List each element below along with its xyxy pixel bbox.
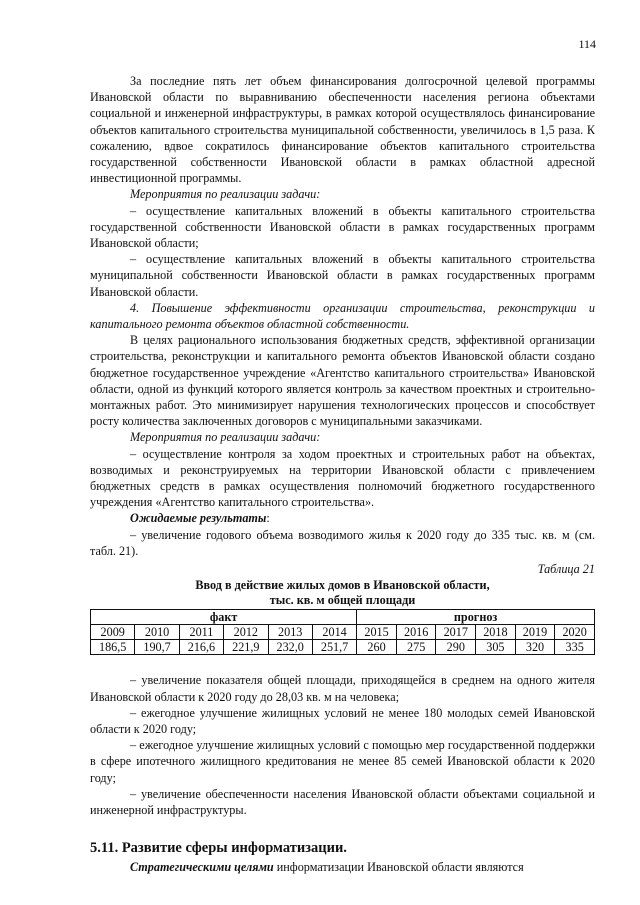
table-caption: Таблица 21: [537, 562, 595, 577]
value-cell: 190,7: [135, 640, 179, 655]
section-lead: [90, 859, 595, 875]
result-item: – увеличение обеспеченности населения Ивановской области объектами социальной и инженерной инфраструктуры.: [90, 786, 595, 817]
value-cell: 216,6: [179, 640, 223, 655]
value-cell: 232,0: [268, 640, 312, 655]
measures-label-1: Мероприятия по реализации задачи:: [130, 187, 321, 202]
task-4-heading: 4. Повышение эффективности организации строительства, реконструкции и капитального ремонта объектов областной собственности.: [90, 300, 595, 332]
expected-results-colon: :: [266, 511, 270, 526]
value-cell: 186,5: [91, 640, 135, 655]
year-cell: 2017: [436, 625, 476, 640]
group-fact: факт: [91, 610, 357, 625]
section-lead-text: информатизации Ивановской области являются: [273, 860, 524, 875]
measure-item: – осуществление капитальных вложений в объекты капитального строительства государственной собственности Ивановской области в рамках государственных программ Ивановской области;: [90, 203, 595, 251]
year-cell: 2012: [224, 625, 268, 640]
result-item: – ежегодное улучшение жилищных условий не менее 180 молодых семей Ивановской области к 2020 году;: [90, 705, 595, 736]
value-cell: 290: [436, 640, 476, 655]
measure-item: – осуществление контроля за ходом проектных и строительных работ на объектах, возводимых и реконструируемых на территории Ивановской области с привлечением бюджетных средств в рамках осуществления полномочий бюджетного государственного учреждения «Агентство капитального строительства».: [90, 446, 595, 510]
value-cell: 320: [515, 640, 555, 655]
value-cell: 221,9: [224, 640, 268, 655]
table-years-row: [91, 625, 595, 640]
expected-results-title: Ожидаемые результаты: [130, 511, 267, 526]
year-cell: 2013: [268, 625, 312, 640]
result-item: – увеличение показателя общей площади, приходящейся в среднем на одного жителя Ивановской области к 2020 году до 28,03 кв. м на человека;: [90, 673, 595, 704]
housing-table: [90, 609, 595, 655]
table-title-line-2: тыс. кв. м общей площади: [269, 593, 416, 608]
value-cell: 251,7: [312, 640, 356, 655]
table-title-line-1: Ввод в действие жилых домов в Ивановской области,: [195, 578, 490, 593]
value-cell: 275: [396, 640, 436, 655]
year-cell: 2020: [555, 625, 595, 640]
year-cell: 2018: [476, 625, 516, 640]
table-values-row: [91, 640, 595, 655]
year-cell: 2010: [135, 625, 179, 640]
year-cell: 2016: [396, 625, 436, 640]
table-title: [90, 578, 595, 608]
task-4-text: В целях рационального использования бюджетных средств, эффективной организации строительства, реконструкции и капитального ремонта объектов Ивановской области создано бюджетное государственное учреждение «Агентство капитального строительства» Ивановской области, одной из функций которого является контроль за качеством проектных и строительно-монтажных работ. Это минимизирует нарушения технологических процессов и способствует росту количества заключенных договоров с муниципальными заказчиками.: [90, 333, 595, 429]
document-body: [90, 73, 595, 875]
section-lead-bold: Стратегическими целями: [130, 860, 274, 875]
measures-label-2: Мероприятия по реализации задачи:: [130, 430, 321, 445]
value-cell: 305: [476, 640, 516, 655]
value-cell: 260: [357, 640, 397, 655]
table-group-row: [91, 610, 595, 625]
expected-results-label: [90, 510, 595, 526]
year-cell: 2009: [91, 625, 135, 640]
year-cell: 2015: [357, 625, 397, 640]
expected-result-item: – увеличение годового объема возводимого жилья к 2020 году до 335 тыс. кв. м (см. табл. 21).: [90, 527, 595, 558]
value-cell: 335: [555, 640, 595, 655]
group-forecast: прогноз: [357, 610, 595, 625]
year-cell: 2014: [312, 625, 356, 640]
year-cell: 2019: [515, 625, 555, 640]
paragraph-intro: За последние пять лет объем финансирования долгосрочной целевой программы Ивановской области по выравниванию обеспеченности населения региона объектами социальной и инженерной инфраструктуры, в рамках которой осуществлялось финансирование объектов капитального строительства муниципальной собственности, увеличилось в 1,5 раза. К сожалению, вдвое сократилось финансирование объектов капитального строительства государственной собственности Ивановской области в рамках областной адресной инвестиционной программы.: [90, 74, 595, 186]
year-cell: 2011: [179, 625, 223, 640]
measure-item: – осуществление капитальных вложений в объекты капитального строительства муниципальной собственности Ивановской области в рамках государственных программ Ивановской области.: [90, 252, 595, 299]
result-item: – ежегодное улучшение жилищных условий с помощью мер государственной поддержки в сфере ипотечного жилищного кредитования не менее 85 семей Ивановской области к 2020 году;: [90, 738, 595, 785]
page-number: 114: [578, 37, 596, 51]
section-heading: 5.11. Развитие сферы информатизации.: [90, 840, 347, 857]
